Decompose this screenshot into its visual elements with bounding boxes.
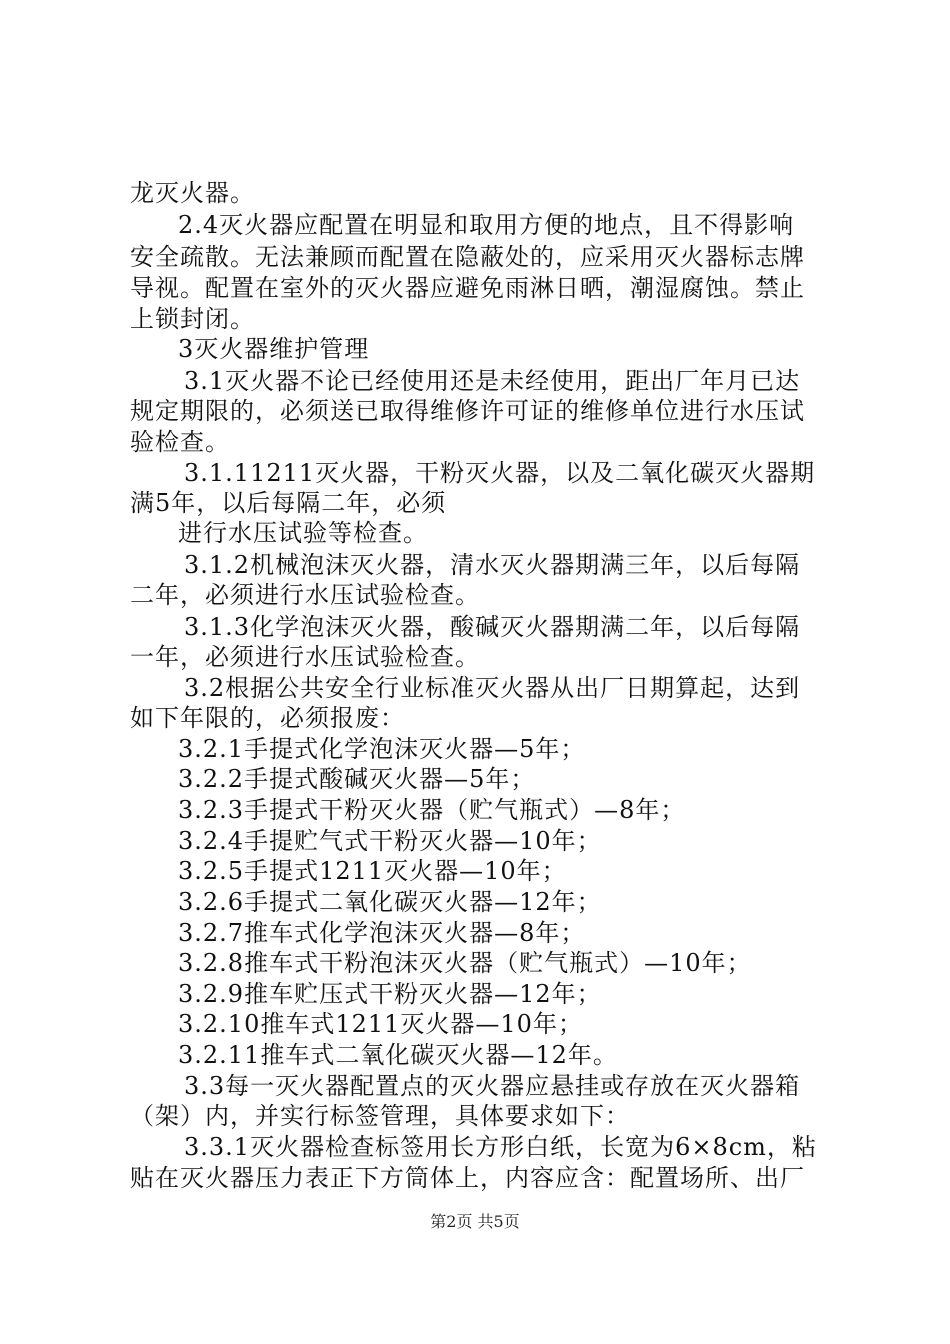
- text-line: 安全疏散。无法兼顾而配置在隐蔽处的，应采用灭火器标志牌: [130, 243, 805, 271]
- text-line: 如下年限的，必须报废：: [130, 704, 405, 732]
- text-line: 3.3.1灭火器检查标签用长方形白纸，长宽为6×8cm，粘: [184, 1133, 817, 1161]
- list-item: 3.2.6手提式二氧化碳灭火器—12年；: [178, 888, 602, 916]
- list-item: 3.2.9推车贮压式干粉灭火器—12年；: [178, 980, 602, 1008]
- list-item: 3.2.1手提式化学泡沫灭火器—5年；: [178, 735, 586, 763]
- list-item: 3.2.5手提式1211灭火器—10年；: [178, 857, 567, 885]
- text-line: 龙灭火器。: [130, 179, 255, 207]
- section-heading: 3灭火器维护管理: [178, 335, 370, 363]
- text-line: 验检查。: [130, 428, 230, 456]
- text-line: 3.1.3化学泡沫灭火器，酸碱灭火器期满二年，以后每隔: [184, 613, 801, 641]
- text-line: 导视。配置在室外的灭火器应避免雨淋日晒，潮湿腐蚀。禁止: [130, 274, 805, 302]
- text-line: 3.1灭火器不论已经使用还是未经使用，距出厂年月已达: [184, 367, 801, 395]
- page-footer: 第2页 共5页: [430, 1212, 520, 1231]
- text-line: 一年，必须进行水压试验检查。: [130, 643, 480, 671]
- text-line: 进行水压试验等检查。: [178, 519, 428, 547]
- text-line: 二年，必须进行水压试验检查。: [130, 581, 480, 609]
- text-line: 贴在灭火器压力表正下方筒体上，内容应含：配置场所、出厂: [130, 1164, 805, 1192]
- list-item: 3.2.7推车式化学泡沫灭火器—8年；: [178, 919, 586, 947]
- text-line: 3.3每一灭火器配置点的灭火器应悬挂或存放在灭火器箱: [184, 1072, 801, 1100]
- list-item: 3.2.4手提贮气式干粉灭火器—10年；: [178, 827, 602, 855]
- text-line: 3.2根据公共安全行业标准灭火器从出厂日期算起，达到: [184, 674, 801, 702]
- list-item: 3.2.10推车式1211灭火器—10年；: [178, 1010, 583, 1038]
- text-line: （架）内，并实行标签管理，具体要求如下：: [130, 1102, 630, 1130]
- text-line: 2.4灭火器应配置在明显和取用方便的地点，且不得影响: [178, 211, 795, 239]
- text-line: 满5年，以后每隔二年，必须: [130, 489, 447, 517]
- list-item: 3.2.8推车式干粉泡沫灭火器（贮气瓶式）—10年；: [178, 949, 752, 977]
- list-item: 3.2.11推车式二氧化碳灭火器—12年。: [178, 1041, 618, 1069]
- text-line: 上锁封闭。: [130, 305, 255, 333]
- list-item: 3.2.2手提式酸碱灭火器—5年；: [178, 765, 536, 793]
- text-line: 规定期限的，必须送已取得维修许可证的维修单位进行水压试: [130, 397, 805, 425]
- list-item: 3.2.3手提式干粉灭火器（贮气瓶式）—8年；: [178, 796, 686, 824]
- text-line: 3.1.2机械泡沫灭火器，清水灭火器期满三年，以后每隔: [184, 551, 801, 579]
- text-line: 3.1.11211灭火器，干粉灭火器，以及二氧化碳灭火器期: [184, 459, 816, 487]
